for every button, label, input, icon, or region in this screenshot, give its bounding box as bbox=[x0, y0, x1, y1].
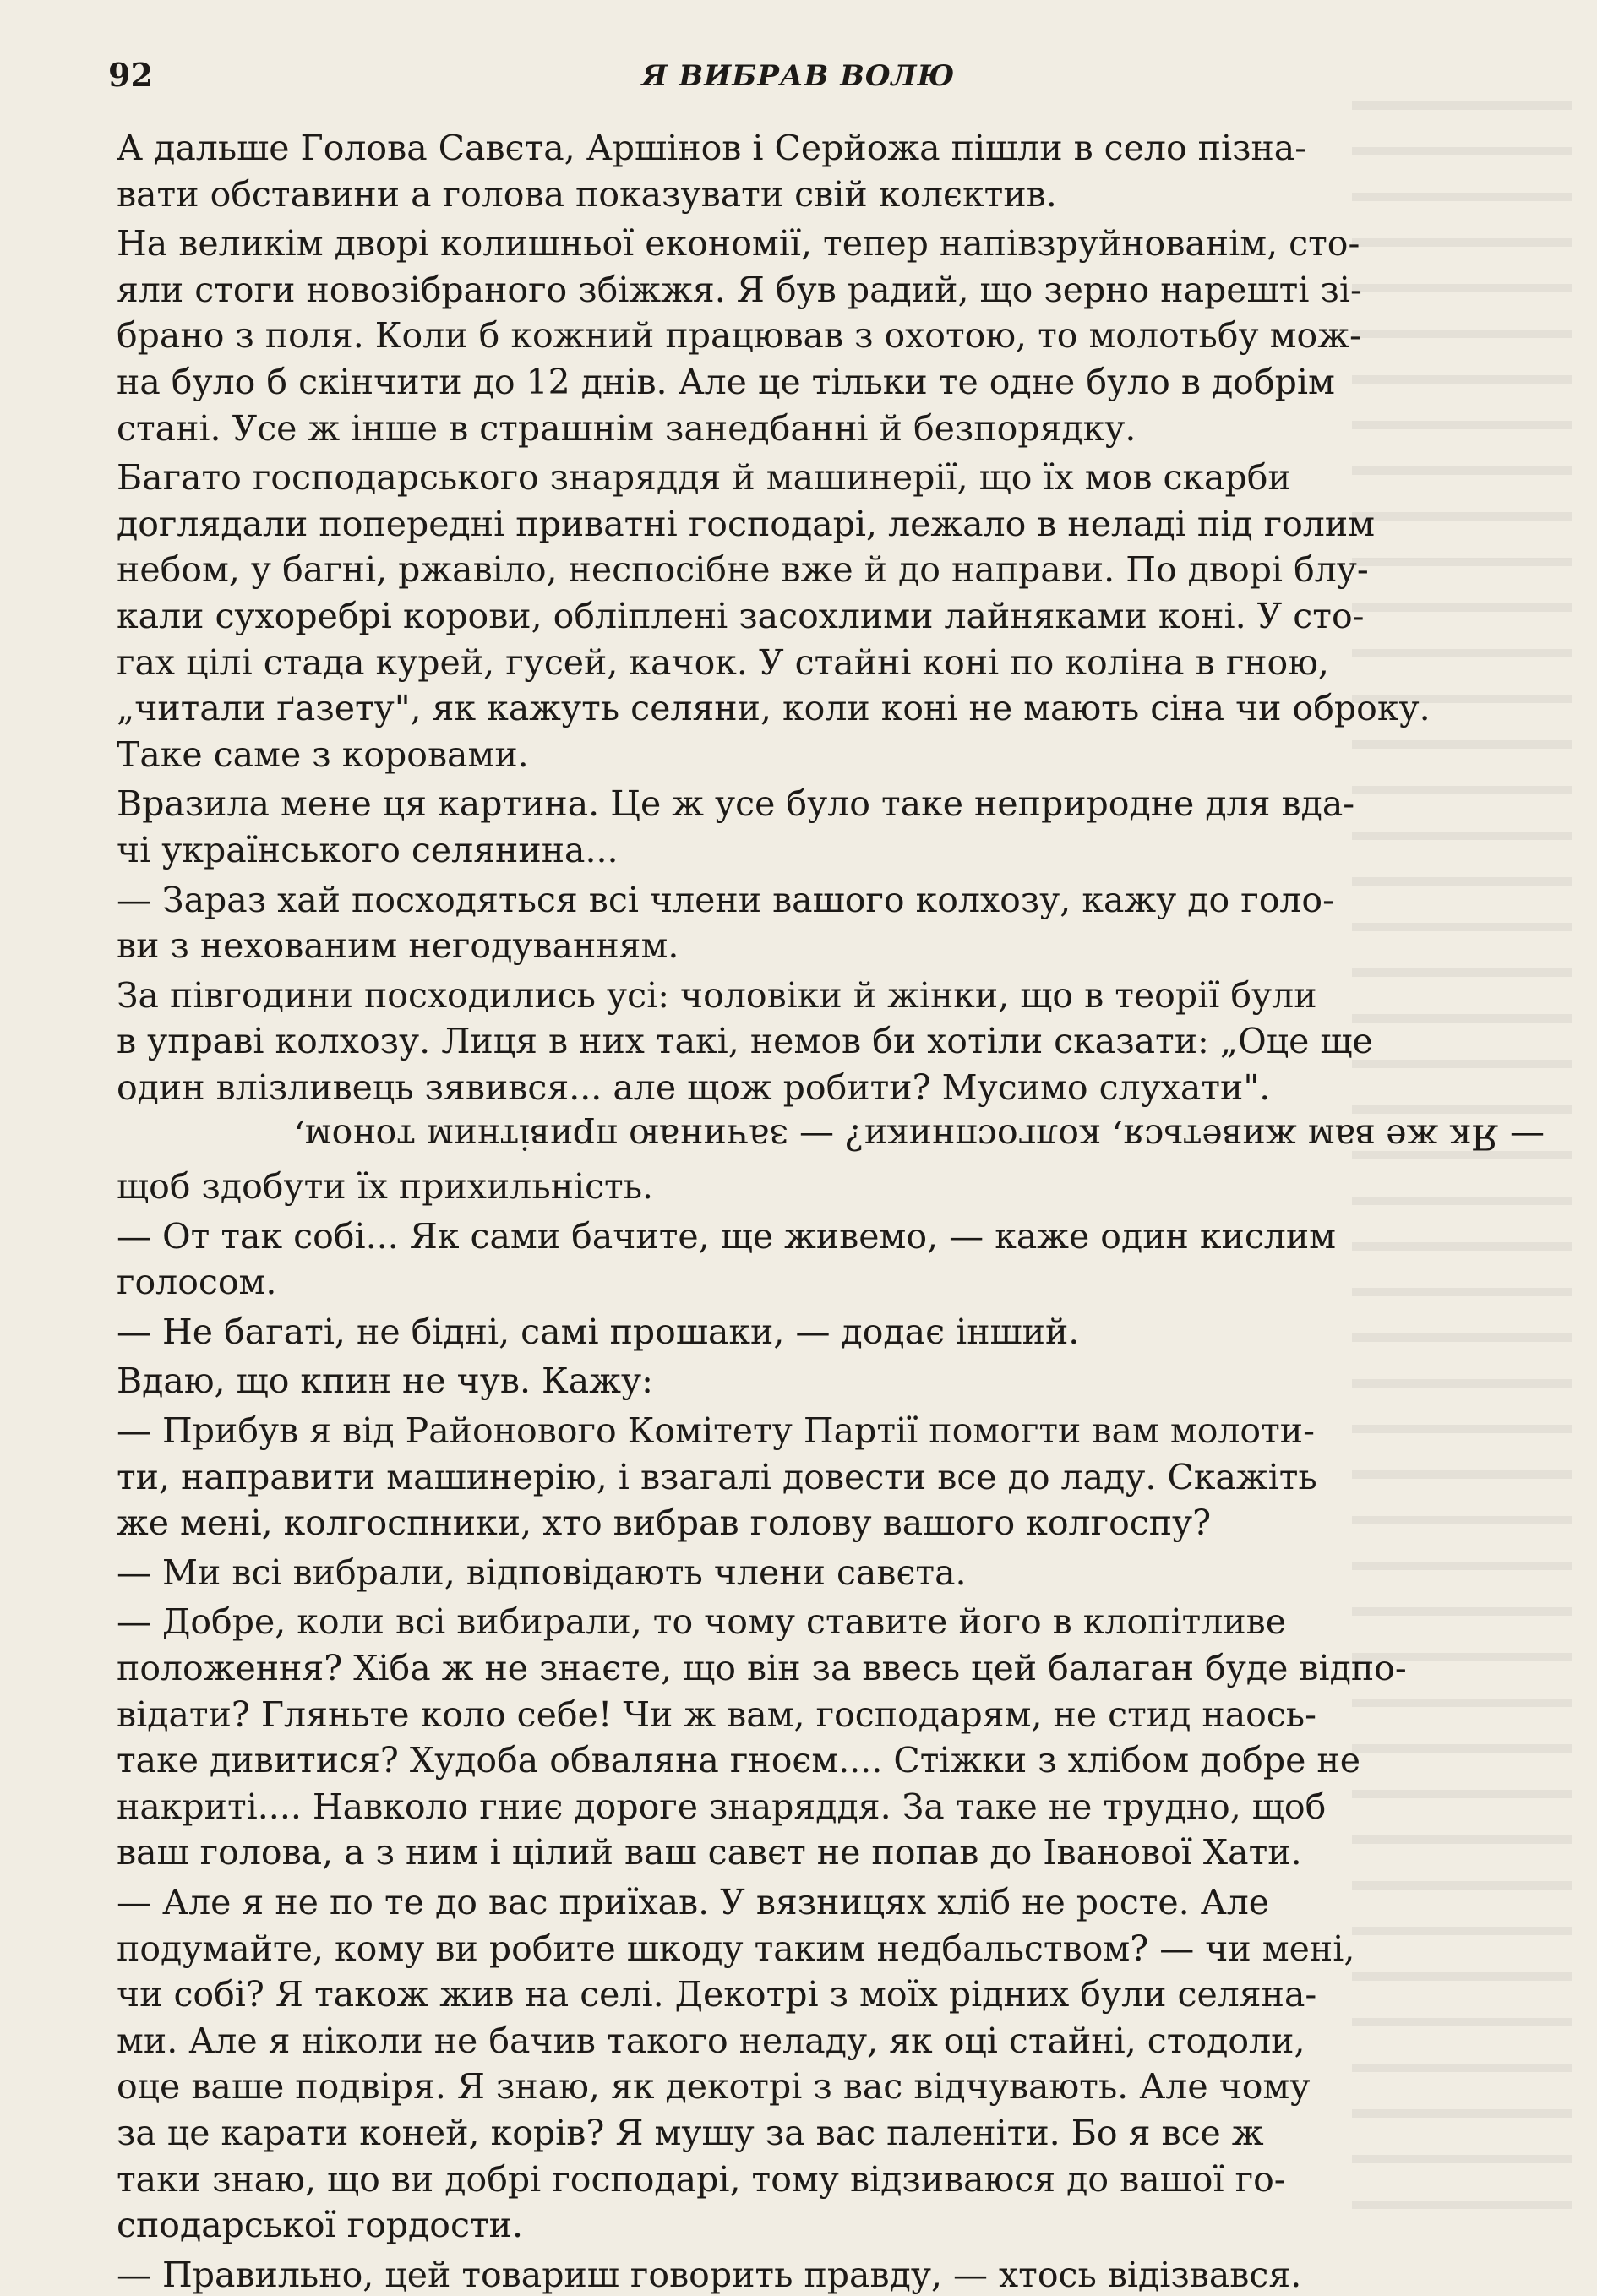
text-line: щоб здобути їх прихильність. bbox=[117, 1166, 654, 1208]
paragraph bbox=[117, 221, 1545, 451]
text-line: сподарської гордости. bbox=[117, 2205, 523, 2246]
body-text bbox=[117, 125, 1545, 2296]
running-title: Я ВИБРАВ ВОЛЮ bbox=[641, 59, 956, 93]
text-line: за це карати коней, корів? Я мушу за вас паленіти. Бо я все ж bbox=[117, 2112, 1264, 2153]
text-line: — Прибув я від Районового Комітету Партії помогти вам молоти- bbox=[117, 1410, 1315, 1452]
text-line: положення? Хіба ж не знаєте, що він за ввесь цей балаган буде відпо- bbox=[117, 1648, 1407, 1688]
paragraph bbox=[117, 1599, 1545, 1876]
text-line: гах цілі стада курей, гусей, качок. У стайні коні по коліна в гною, bbox=[117, 641, 1329, 683]
text-line: доглядали попередні приватні господарі, лежало в неладі під голим bbox=[117, 503, 1376, 544]
text-line: — Правильно, цей товариш говорить правду, — хтось відізвався. bbox=[117, 2254, 1302, 2295]
text-line: відати? Гляньте коло себе! Чи ж вам, господарям, не стид наось- bbox=[117, 1693, 1316, 1735]
paragraph bbox=[117, 1358, 1545, 1404]
text-line: — Але я не по те до вас приїхав. У вязницях хліб не росте. Але bbox=[117, 1881, 1270, 1922]
paragraph bbox=[117, 1550, 1545, 1596]
paragraph bbox=[117, 2252, 1545, 2296]
text-line: яли стоги новозібраного збіжжя. Я був радий, що зерно нарешті зі- bbox=[117, 269, 1362, 310]
text-line: — Зараз хай посходяться всі члени вашого колхозу, кажу до голо- bbox=[117, 879, 1334, 920]
paragraph bbox=[117, 1114, 1545, 1160]
paragraph bbox=[117, 781, 1545, 873]
text-line: таке дивитися? Худоба обваляна гноєм.... Стіжки з хлібом добре не bbox=[117, 1740, 1360, 1781]
page-number: 92 bbox=[108, 56, 153, 94]
paragraph bbox=[117, 125, 1545, 217]
text-line: чи собі? Я також жив на селі. Декотрі з моїх рідних були селяна- bbox=[117, 1974, 1317, 2015]
text-line: — Добре, коли всі вибирали, то чому ставите його в клопітливе bbox=[117, 1601, 1286, 1643]
text-line: стані. Усе ж інше в страшнім занедбанні й безпорядку. bbox=[117, 407, 1136, 449]
paragraph bbox=[117, 1309, 1545, 1355]
text-line: — От так собі... Як сами бачите, ще живемо, — каже один кислим bbox=[117, 1215, 1337, 1257]
text-line: небом, у багні, ржавіло, неспосібне вже й до направи. По дворі блу- bbox=[117, 549, 1369, 591]
text-line: ваш голова, а з ним і цілий ваш савєт не попав до Іванової Хати. bbox=[117, 1832, 1302, 1873]
text-line: один влізливець зявився... але щож робити? Мусимо слухати". bbox=[117, 1066, 1271, 1108]
text-line: вати обставини а голова показувати свій колєктив. bbox=[117, 173, 1057, 215]
text-line: ти, направити машинерію, і взагалі довести все до ладу. Скажіть bbox=[117, 1456, 1317, 1497]
text-line: чі українського селянина... bbox=[117, 829, 619, 870]
text-line: ми. Але я ніколи не бачив такого неладу, як оці стайні, стодоли, bbox=[117, 2020, 1305, 2061]
text-line: брано з поля. Коли б кожний працював з охотою, то молотьбу мож- bbox=[117, 315, 1361, 357]
text-line: — Ми всі вибрали, відповідають члени савєта. bbox=[117, 1552, 967, 1593]
text-line: „читали ґазету", як кажуть селяни, коли коні не мають сіна чи оброку. bbox=[117, 688, 1431, 729]
text-line: таки знаю, що ви добрі господарі, тому відзиваюся до вашої го- bbox=[117, 2158, 1286, 2200]
text-line: же мені, колгоспники, хто вибрав голову вашого колгоспу? bbox=[117, 1502, 1212, 1544]
text-line: Таке саме з коровами. bbox=[117, 734, 529, 775]
paragraph bbox=[117, 877, 1545, 969]
paragraph bbox=[117, 1408, 1545, 1546]
text-line: За півгодини посходились усі: чоловіки й жінки, що в теорії були bbox=[117, 974, 1317, 1016]
text-line: голосом. bbox=[117, 1262, 277, 1303]
text-line: Багато господарського знаряддя й машинерії, що їх мов скарби bbox=[117, 457, 1291, 499]
text-line: ви з нехованим негодуванням. bbox=[117, 925, 679, 967]
text-line: На великім дворі колишньої економії, тепер напівзруйнованім, сто- bbox=[117, 223, 1360, 265]
text-line: в управі колхозу. Лиця в них такі, немов би хотіли сказати: „Оце ще bbox=[117, 1021, 1373, 1062]
text-line: — Як же вам живеться, колгоспники? — зачинаю привітним тоном, bbox=[293, 1117, 1545, 1159]
text-line: кали сухоребрі корови, обліплені засохлими лайняками коні. У сто- bbox=[117, 595, 1365, 636]
text-line: А дальше Голова Савєта, Аршінов і Серйожа пішли в село пізна- bbox=[117, 128, 1307, 168]
text-line: Вдаю, що кпин не чув. Кажу: bbox=[117, 1361, 653, 1402]
paragraph bbox=[117, 1164, 1545, 1210]
paragraph bbox=[117, 1879, 1545, 2249]
paragraph bbox=[117, 1213, 1545, 1306]
paragraph bbox=[117, 455, 1545, 777]
text-line: Вразила мене ця картина. Це ж усе було таке неприродне для вда- bbox=[117, 783, 1355, 825]
text-line: подумайте, кому ви робите шкоду таким недбальством? — чи мені, bbox=[117, 1928, 1355, 1969]
text-line: оце ваше подвіря. Я знаю, як декотрі з вас відчувають. Але чому bbox=[117, 2066, 1311, 2108]
text-line: — Не багаті, не бідні, самі прошаки, — додає інший. bbox=[117, 1311, 1080, 1352]
text-line: на було б скінчити до 12 днів. Але це тільки те одне було в добрім bbox=[117, 361, 1335, 402]
text-line: накриті.... Навколо гниє дороге знаряддя. За таке не трудно, щоб bbox=[117, 1786, 1327, 1827]
paragraph bbox=[117, 973, 1545, 1111]
